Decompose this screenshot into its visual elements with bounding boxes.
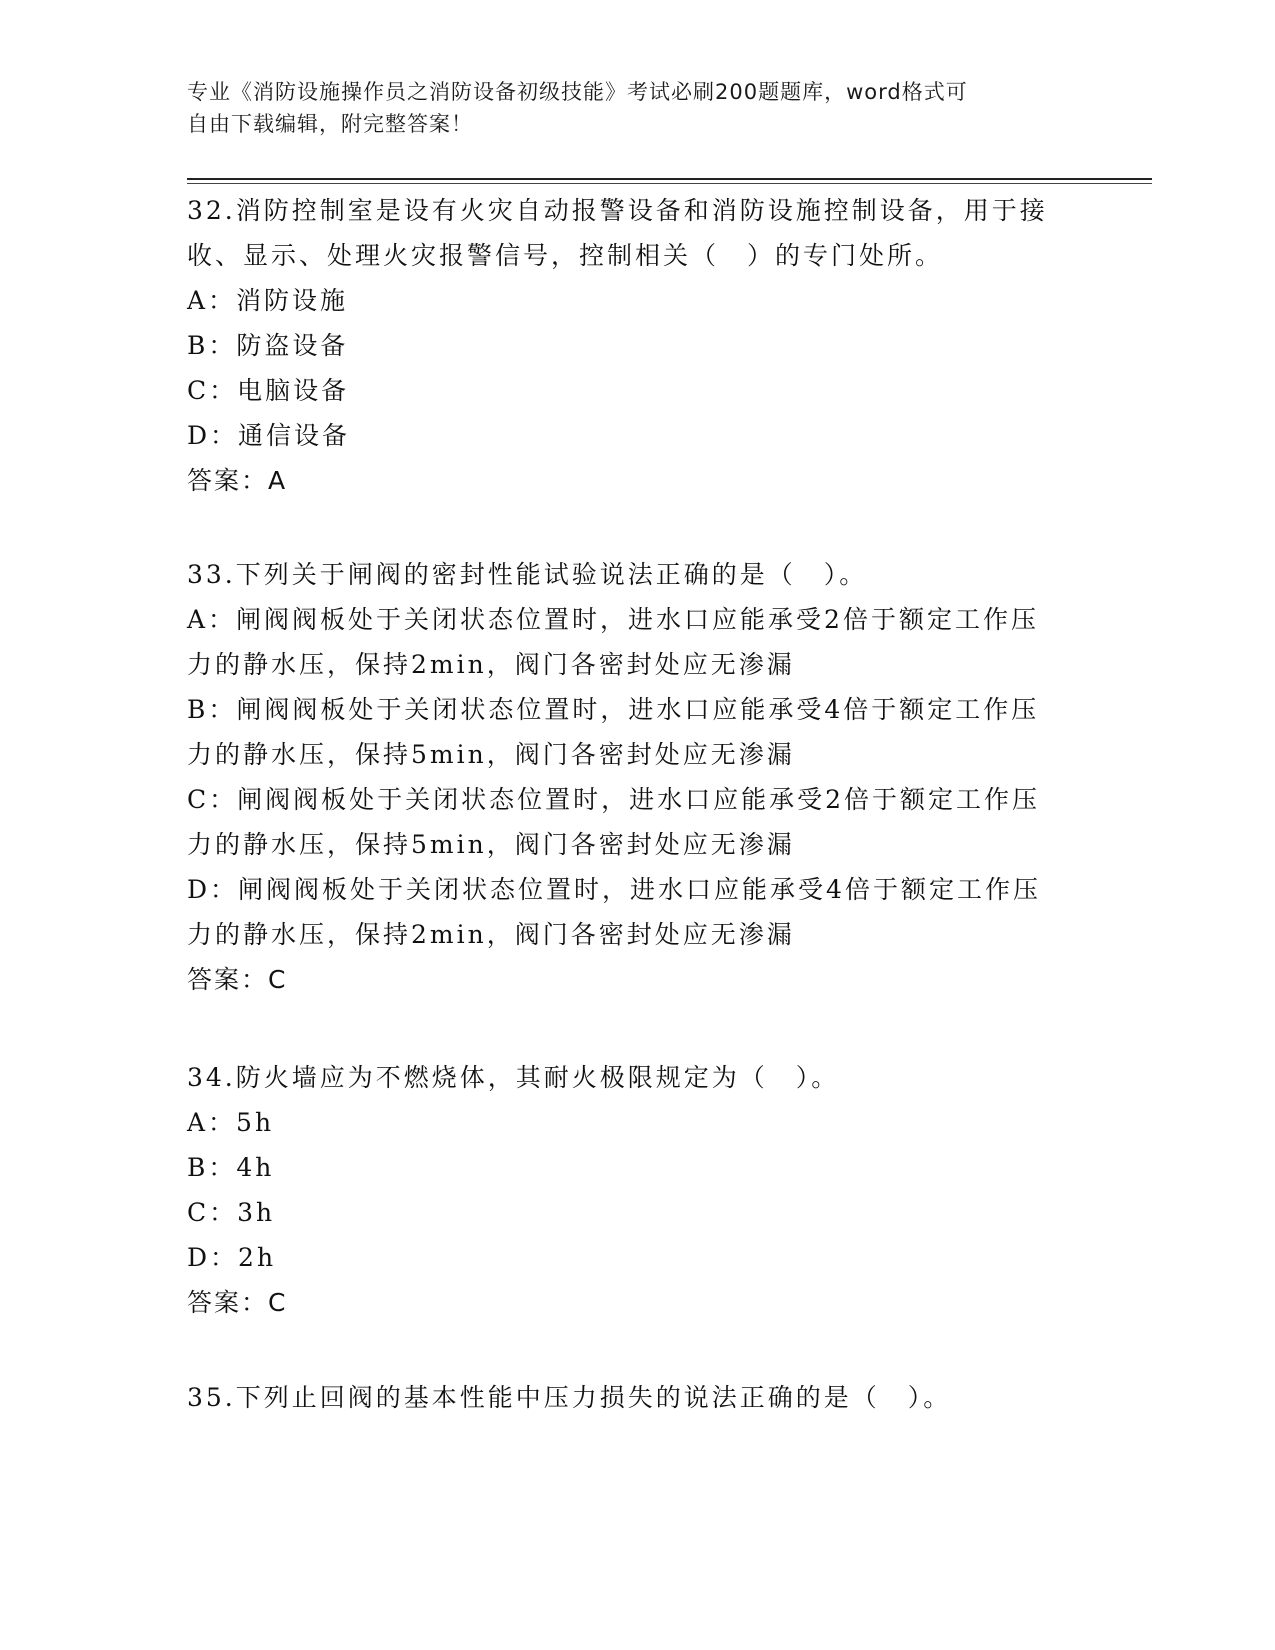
answer-line: 答案：A <box>187 466 288 495</box>
question-34 <box>187 1055 1087 1325</box>
question-stem-line: 收、显示、处理火灾报警信号，控制相关（ ）的专门处所。 <box>187 241 944 270</box>
document-header <box>187 76 1067 140</box>
question-stem-line: 35.下列止回阀的基本性能中压力损失的说法正确的是（ ）。 <box>187 1383 952 1412</box>
option-c: C：3h <box>187 1198 276 1227</box>
option-b-line-1: B：闸阀阀板处于关闭状态位置时，进水口应能承受4倍于额定工作压 <box>187 695 1040 724</box>
option-c: C：电脑设备 <box>187 376 350 405</box>
header-line-2: 自由下载编辑，附完整答案！ <box>187 112 473 136</box>
option-d-line-1: D：闸阀阀板处于关闭状态位置时，进水口应能承受4倍于额定工作压 <box>187 875 1041 904</box>
option-d: D：2h <box>187 1243 277 1272</box>
option-a-line-2: 力的静水压，保持2min，阀门各密封处应无渗漏 <box>187 650 795 679</box>
option-c-line-2: 力的静水压，保持5min，阀门各密封处应无渗漏 <box>187 830 795 859</box>
question-stem-line: 34.防火墙应为不燃烧体，其耐火极限规定为（ ）。 <box>187 1063 840 1092</box>
header-divider-thick <box>187 178 1152 180</box>
answer-line: 答案：C <box>187 965 288 994</box>
question-stem-line: 33.下列关于闸阀的密封性能试验说法正确的是（ ）。 <box>187 560 868 589</box>
header-line-1: 专业《消防设施操作员之消防设备初级技能》考试必刷200题题库，word格式可 <box>187 80 968 104</box>
option-b: B：4h <box>187 1153 275 1182</box>
question-32 <box>187 188 1087 503</box>
option-c-line-1: C：闸阀阀板处于关闭状态位置时，进水口应能承受2倍于额定工作压 <box>187 785 1041 814</box>
option-a: A：消防设施 <box>187 286 349 315</box>
question-33 <box>187 552 1087 1002</box>
option-d: D：通信设备 <box>187 421 351 450</box>
header-divider-thin <box>187 183 1152 184</box>
option-d-line-2: 力的静水压，保持2min，阀门各密封处应无渗漏 <box>187 920 795 949</box>
option-b: B：防盗设备 <box>187 331 349 360</box>
option-b-line-2: 力的静水压，保持5min，阀门各密封处应无渗漏 <box>187 740 795 769</box>
question-35 <box>187 1375 1087 1420</box>
option-a-line-1: A：闸阀阀板处于关闭状态位置时，进水口应能承受2倍于额定工作压 <box>187 605 1039 634</box>
question-stem-line: 32.消防控制室是设有火灾自动报警设备和消防设施控制设备，用于接 <box>187 196 1048 225</box>
answer-line: 答案：C <box>187 1288 288 1317</box>
option-a: A：5h <box>187 1108 275 1137</box>
